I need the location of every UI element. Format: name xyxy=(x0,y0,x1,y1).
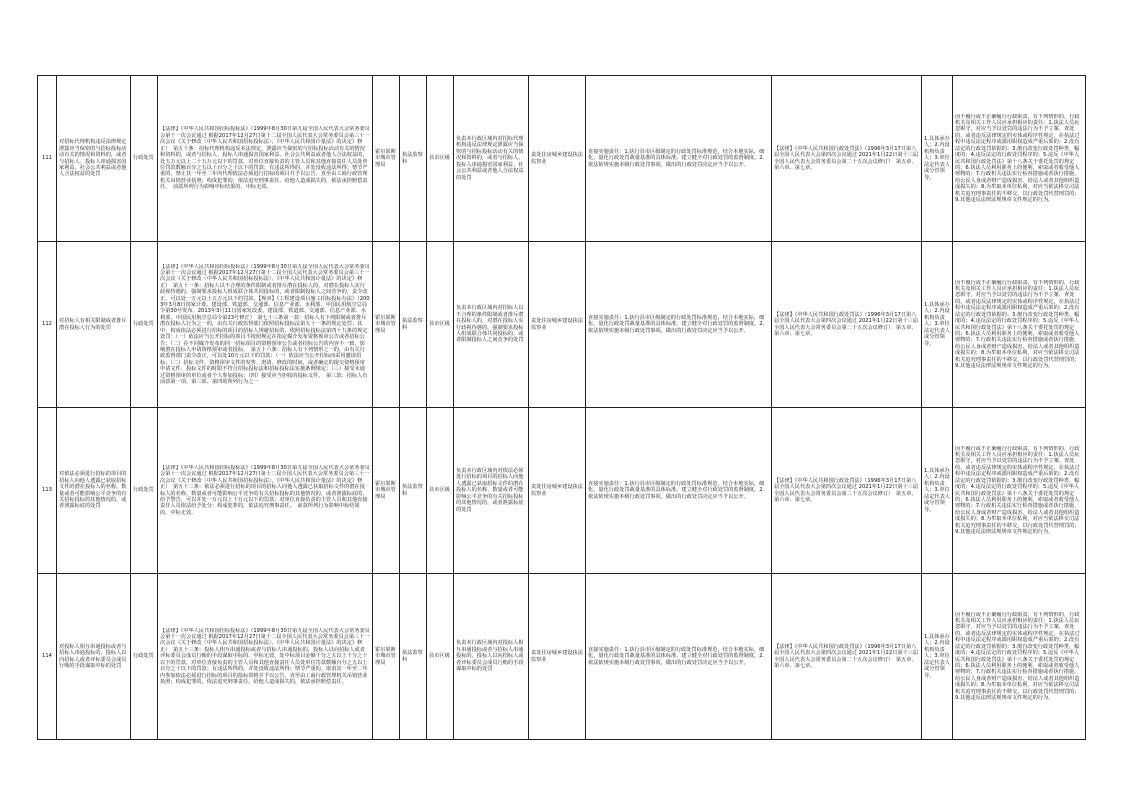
fault-liability-cell xyxy=(953,574,1086,740)
legal-basis: 【法律】《中华人民共和国招标投标法》（1999年8月30日第九届全国人民代表大会常务委员会第十一次会议通过 根据2017年12月27日第十二届全国人民代表大会常务委员会第三十一次会议《关于修改〈中华人民共和国招标投标法〉、《中华人民共和国计量法》的决定》修正） 第五十二条：依法必须进行招标的项目的招标人向他人透露已获取招标文件的潜在投标人的名称、数量或者可能影响公平竞争的有关招标投标的其他情况的，或者泄露标底的，给予警告，可以并处一万元以上十万元以下的罚款；对单位直接负责的主管人员和其他直接责任人员依法给予处分；构成犯罪的，依法追究刑事责任。 前款所列行为影响中标结果的，中标无效。 xyxy=(160,464,370,516)
level: 县市区级 xyxy=(427,574,454,740)
internal-unit: 执法监察科 xyxy=(400,242,427,408)
item-name: 对招标人有相关限制或者排斥潜在投标人行为的处罚 xyxy=(57,242,131,408)
fault-liability-cell xyxy=(953,408,1086,574)
legal-basis-cell xyxy=(158,242,373,408)
responsible-persons: 1.具体承办人；2.内设机构负责人；3.单位法定代表人或分管领导。 xyxy=(922,408,953,574)
duty-law-basis: 【法律】《中华人民共和国行政处罚法》（1996年3月17日第八届全国人民代表大会第四次会议通过 2021年1月22日第十三届全国人民代表大会常务委员会第二十五次会议修订） 第五章、第六章、第七章。 xyxy=(772,408,922,574)
item-type: 行政处罚 xyxy=(131,76,158,242)
table-row xyxy=(38,242,1086,408)
legal-basis: 【法律】《中华人民共和国招标投标法》（1999年8月30日第九届全国人民代表大会常务委员会第十一次会议通过 根据2017年12月27日第十二届全国人民代表大会常务委员会第三十一次会议《关于修改〈中华人民共和国招标投标法〉、《中华人民共和国计量法》的决定》修正） 第五十三条：投标人相互串通投标或者与招标人串通投标的，投标人以向招标人或者评标委员会成员行贿的手段谋取中标的，中标无效，处中标项目金额千分之五以上千分之十以下的罚款，对单位直接负责的主管人员和其他直接责任人员处单位罚款数额百分之五以上百分之十以下的罚款；有违法所得的，并处没收违法所得；情节严重的，取消其一年至二年内参加依法必须进行招标的项目的投标资格并予以公告，直至由工商行政管理机关吊销营业执照；构成犯罪的，依法追究刑事责任。给他人造成损失的，依法承担赔偿责任。 xyxy=(160,627,370,685)
row-number: 112 xyxy=(38,242,57,408)
department: 霍尔果斯市城市管理局 xyxy=(373,242,400,408)
duty-law-basis: 【法律】《中华人民共和国行政处罚法》（1996年3月17日第八届全国人民代表大会第四次会议通过 2021年1月22日第十三届全国人民代表大会常务委员会第二十五次会议修订） 第五章、第六章、第七章。 xyxy=(772,76,922,242)
responsible-subject: 责处住房城乡建设执法监察业 xyxy=(529,574,586,740)
fault-liability-cell xyxy=(953,242,1086,408)
fault-liability: 因不履行或不正确履行行政职责，有下列情形的，行政机关及相关工作人员应承担相应的责任：1.执法人员玩忽职守，对应当予以处罚的违法行为不予立案、查处的，或者违反法律规定的实体或程序性规定，在执法过程中违反法定程序或滥用职权造成严重后果的；2.没有法定的行政处罚依据的；3.擅自改变行政处罚种类、幅度的；4.违反法定的行政处罚程序的；5.违反《中华人民共和国行政处罚法》第十八条关于委托处罚的规定的；6.执法人员利用职务上的便利，索取或者收受他人财物的；7.行政机关违法实行检查措施或者执行措施，给公民人身或者财产造成损害、给法人或者其他组织造成损失的；8.为牟取本单位私利，对应当依法移交司法机关追究刑事责任的不移交，以行政处罚代替刑罚的；9.其他违反法律法规规章文件规定的行为。 xyxy=(955,611,1080,701)
level: 县市区级 xyxy=(427,76,454,242)
implementation-duty: 直接实施责任：1.执行县市区级制定的行政处罚标准规范，结合本地实际，细化、量化行政处罚裁量基准的具体标准。建立健全对行政处罚的监督制度。2.依法依规实施本级行政处罚事项，做出的行政处罚决定应当予以公开。 xyxy=(586,408,772,574)
internal-unit: 执法监察科 xyxy=(400,408,427,574)
department: 霍尔果斯市城市管理局 xyxy=(373,76,400,242)
fault-liability: 因不履行或不正确履行行政职责，有下列情形的，行政机关及相关工作人员应承担相应的责任：1.执法人员玩忽职守，对应当予以处罚的违法行为不予立案、查处的，或者违反法律规定的实体或程序性规定，在执法过程中违反法定程序或滥用职权造成严重后果的；2.没有法定的行政处罚依据的；3.擅自改变行政处罚种类、幅度的；4.违反法定的行政处罚程序的；5.违反《中华人民共和国行政处罚法》第十八条关于委托处罚的规定的；6.执法人员利用职务上的便利，索取或者收受他人财物的；7.行政机关违法实行检查措施或者执行措施，给公民人身或者财产造成损害、给法人或者其他组织造成损失的；8.为牟取本单位私利，对应当依法移交司法机关追究刑事责任的不移交，以行政处罚代替刑罚的；9.其他违反法律法规规章文件规定的行为。 xyxy=(955,445,1080,535)
content: 负责本行政区域内对投标人相互串通投标或者与招标人串通投标的，投标人以向招标人或者评标委员会成员行贿的手段谋取中标的处罚 xyxy=(454,574,529,740)
legal-basis: 【法律】《中华人民共和国招标投标法》（1999年8月30日第九届全国人民代表大会常务委员会第十一次会议通过 根据2017年12月27日第十二届全国人民代表大会常务委员会第三十一次会议《关于修改〈中华人民共和国招标投标法〉、《中华人民共和国计量法》的决定》修正） 第五十条：招标代理机构违反本法规定，泄露应当保密的与招标投标活动有关的情况和资料的，或者与招标人、投标人串通损害国家利益、社会公共利益或者他人合法权益的，处五万元以上二十五万元以下的罚款，对单位直接负责的主管人员和其他直接责任人员处单位罚款数额百分之五以上百分之十以下的罚款；有违法所得的，并处没收违法所得；情节严重的，禁止其一年至二年内代理依法必须进行招标的项目并予以公告，直至由工商行政管理机关吊销营业执照；构成犯罪的，依法追究刑事责任。给他人造成损失的，依法承担赔偿责任。 前款所列行为影响中标结果的，中标无效。 xyxy=(160,126,370,191)
level: 县市区级 xyxy=(427,408,454,574)
responsible-subject: 责处住房城乡建设执法监察业 xyxy=(529,76,586,242)
implementation-duty: 直接实施责任：1.执行县市区级制定的行政处罚标准规范，结合本地实际，细化、量化行政处罚裁量基准的具体标准。建立健全对行政处罚的监督制度。2.依法依规实施本级行政处罚事项，做出的行政处罚决定应当予以公开。 xyxy=(586,242,772,408)
responsible-persons: 1.具体承办人；2.内设机构负责人；3.单位法定代表人或分管领导。 xyxy=(922,242,953,408)
duty-law-basis: 【法律】《中华人民共和国行政处罚法》（1996年3月17日第八届全国人民代表大会第四次会议通过 2021年1月22日第十三届全国人民代表大会常务委员会第二十五次会议修订） 第五章、第六章、第七章。 xyxy=(772,574,922,740)
row-number: 114 xyxy=(38,574,57,740)
content: 负责本行政区域内对招标代理机构违反法律规定泄露应当保密的与招标投标活动有关的情况和资料的，或者与招标人、投标人串通损害国家利益、社会公共利益或者他人合法权益的处罚 xyxy=(454,76,529,242)
table-row xyxy=(38,76,1086,242)
row-number: 113 xyxy=(38,408,57,574)
content: 负责本行政区域内对招标人以不合理的条件限制或者排斥潜在投标人的，对潜在投标人实行歧视待遇的，强制要求投标人组成联合体共同投标的，或者限制投标人之间竞争的处罚 xyxy=(454,242,529,408)
item-name: 对依法必须进行招标的项目的招标人向他人透露已获取招标文件的潜在投标人的名称、数量或者可能影响公平竞争的有关招标投标的其他情况的，或者泄露标底的处罚 xyxy=(57,408,131,574)
responsible-persons: 1.具体承办人；2.内设机构负责人；3.单位法定代表人或分管领导。 xyxy=(922,574,953,740)
responsible-subject: 责处住房城乡建设执法监察业 xyxy=(529,408,586,574)
table-row xyxy=(38,574,1086,740)
legal-basis-cell xyxy=(158,574,373,740)
fault-liability: 因不履行或不正确履行行政职责，有下列情形的，行政机关及相关工作人员应承担相应的责任：1.执法人员玩忽职守，对应当予以处罚的违法行为不予立案、查处的，或者违反法律规定的实体或程序性规定，在执法过程中违反法定程序或滥用职权造成严重后果的；2.没有法定的行政处罚依据的；3.擅自改变行政处罚种类、幅度的；4.违反法定的行政处罚程序的；5.违反《中华人民共和国行政处罚法》第十八条关于委托处罚的规定的；6.执法人员利用职务上的便利，索取或者收受他人财物的；7.行政机关违法实行检查措施或者执行措施，给公民人身或者财产造成损害、给法人或者其他组织造成损失的；8.为牟取本单位私利，对应当依法移交司法机关追究刑事责任的不移交，以行政处罚代替刑罚的；9.其他违反法律法规规章文件规定的行为。 xyxy=(955,279,1080,369)
row-number: 111 xyxy=(38,76,57,242)
department: 霍尔果斯市城市管理局 xyxy=(373,408,400,574)
item-name: 对投标人相互串通投标或者与招标人串通投标的，投标人以向招标人或者评标委员会成员行贿的手段谋取中标的处罚 xyxy=(57,574,131,740)
item-name: 对招标代理机构违反法律规定泄露应当保密的与招标投标活动有关的情况和资料的，或者与招标人、投标人串通损害国家利益、社会公共利益或者他人合法权益的处罚 xyxy=(57,76,131,242)
item-type: 行政处罚 xyxy=(131,574,158,740)
internal-unit: 执法监察科 xyxy=(400,76,427,242)
item-type: 行政处罚 xyxy=(131,408,158,574)
duty-law-basis: 【法律】《中华人民共和国行政处罚法》（1996年3月17日第八届全国人民代表大会第四次会议通过 2021年1月22日第十三届全国人民代表大会常务委员会第二十五次会议修订） 第五章、第六章、第七章。 xyxy=(772,242,922,408)
responsible-subject: 责处住房城乡建设执法监察业 xyxy=(529,242,586,408)
implementation-duty: 直接实施责任：1.执行县市区级制定的行政处罚标准规范，结合本地实际，细化、量化行政处罚裁量基准的具体标准。建立健全对行政处罚的监督制度。2.依法依规实施本级行政处罚事项，做出的行政处罚决定应当予以公开。 xyxy=(586,574,772,740)
internal-unit: 执法监察科 xyxy=(400,574,427,740)
responsible-persons: 1.具体承办人；2.内设机构负责人；3.单位法定代表人或分管领导。 xyxy=(922,76,953,242)
fault-liability: 因不履行或不正确履行行政职责，有下列情形的，行政机关及相关工作人员应承担相应的责任：1.执法人员玩忽职守，对应当予以处罚的违法行为不予立案、查处的，或者违反法律规定的实体或程序性规定，在执法过程中违反法定程序或滥用职权造成严重后果的；2.没有法定的行政处罚依据的；3.擅自改变行政处罚种类、幅度的；4.违反法定的行政处罚程序的；5.违反《中华人民共和国行政处罚法》第十八条关于委托处罚的规定的；6.执法人员利用职务上的便利，索取或者收受他人财物的；7.行政机关违法实行检查措施或者执行措施，给公民人身或者财产造成损害、给法人或者其他组织造成损失的；8.为牟取本单位私利，对应当依法移交司法机关追究刑事责任的不移交，以行政处罚代替刑罚的；9.其他违反法律法规规章文件规定的行为。 xyxy=(955,113,1080,203)
department: 霍尔果斯市城市管理局 xyxy=(373,574,400,740)
table-row xyxy=(38,408,1086,574)
level: 县市区级 xyxy=(427,242,454,408)
fault-liability-cell xyxy=(953,76,1086,242)
legal-basis-cell xyxy=(158,408,373,574)
legal-basis-cell xyxy=(158,76,373,242)
item-type: 行政处罚 xyxy=(131,242,158,408)
content: 负责本行政区域内对依法必须进行招标的项目的招标人向他人透露已获取招标文件的潜在投标人的名称、数量或者可能影响公平竞争的有关招标投标的其他情况的，或者泄露标底的处罚 xyxy=(454,408,529,574)
legal-basis: 【法律】《中华人民共和国招标投标法》（1999年8月30日第九届全国人民代表大会常务委员会第十一次会议通过 根据2017年12月27日第十二届全国人民代表大会常务委员会第三十一次会议《关于修改〈中华人民共和国招标投标法〉、《中华人民共和国计量法》的决定》修正） 第五十一条：招标人以不合理的条件限制或者排斥潜在投标人的，对潜在投标人实行歧视待遇的，强制要求投标人组成联合体共同投标的，或者限制投标人之间竞争的，责令改正，可以处一万元以上五万元以下的罚款。【规章】《工程建设项目施工招标投标办法》（2003年3月8日国家计委、建设部、铁道部、交通部、信息产业部、水利部、中国民用航空总局令第30号发布。2013年3月11日国家发改委、建设部、铁道部、交通部、信息产业部、水利部、中国民用航空总局令第23号修正） 第七十三条第一款：招标人有下列限制或者排斥潜在投标人行为之一的，由有关行政监督部门依照招标投标法第五十一条的规定处罚；其中，构成依法必须进行招标的项目的招标人规避招标的，依照招标投标法第四十九条的规定处罚：（一）依法应当公开招标的项目不按照规定在指定媒介发布资格预审公告或者招标公告；（二）在不同媒介发布的同一招标项目的资格预审公告或者招标公告的内容不一致，影响潜在投标人申请资格预审或者投标。 第五十六条：招标人有下列情形之一的，由有关行政监督部门责令改正，可以处10万元以下的罚款：（一）依法应当公开招标而采用邀请招标；（二）招标文件、资格预审文件的发售、澄清、修改的时间，或者确定的提交资格预审申请文件、投标文件的时限不符合招标投标法和招标投标法实施条例规定；（三）接受未通过资格预审的单位或者个人参加投标；（四）接受应当拒收的投标文件。 第三款：招标人有前款第一项、第三项、第四项所列行为之一 xyxy=(160,263,370,385)
responsibility-table xyxy=(37,75,1086,740)
implementation-duty: 直接实施责任：1.执行县市区级制定的行政处罚标准规范，结合本地实际，细化、量化行政处罚裁量基准的具体标准。建立健全对行政处罚的监督制度。2.依法依规实施本级行政处罚事项，做出的行政处罚决定应当予以公开。 xyxy=(586,76,772,242)
